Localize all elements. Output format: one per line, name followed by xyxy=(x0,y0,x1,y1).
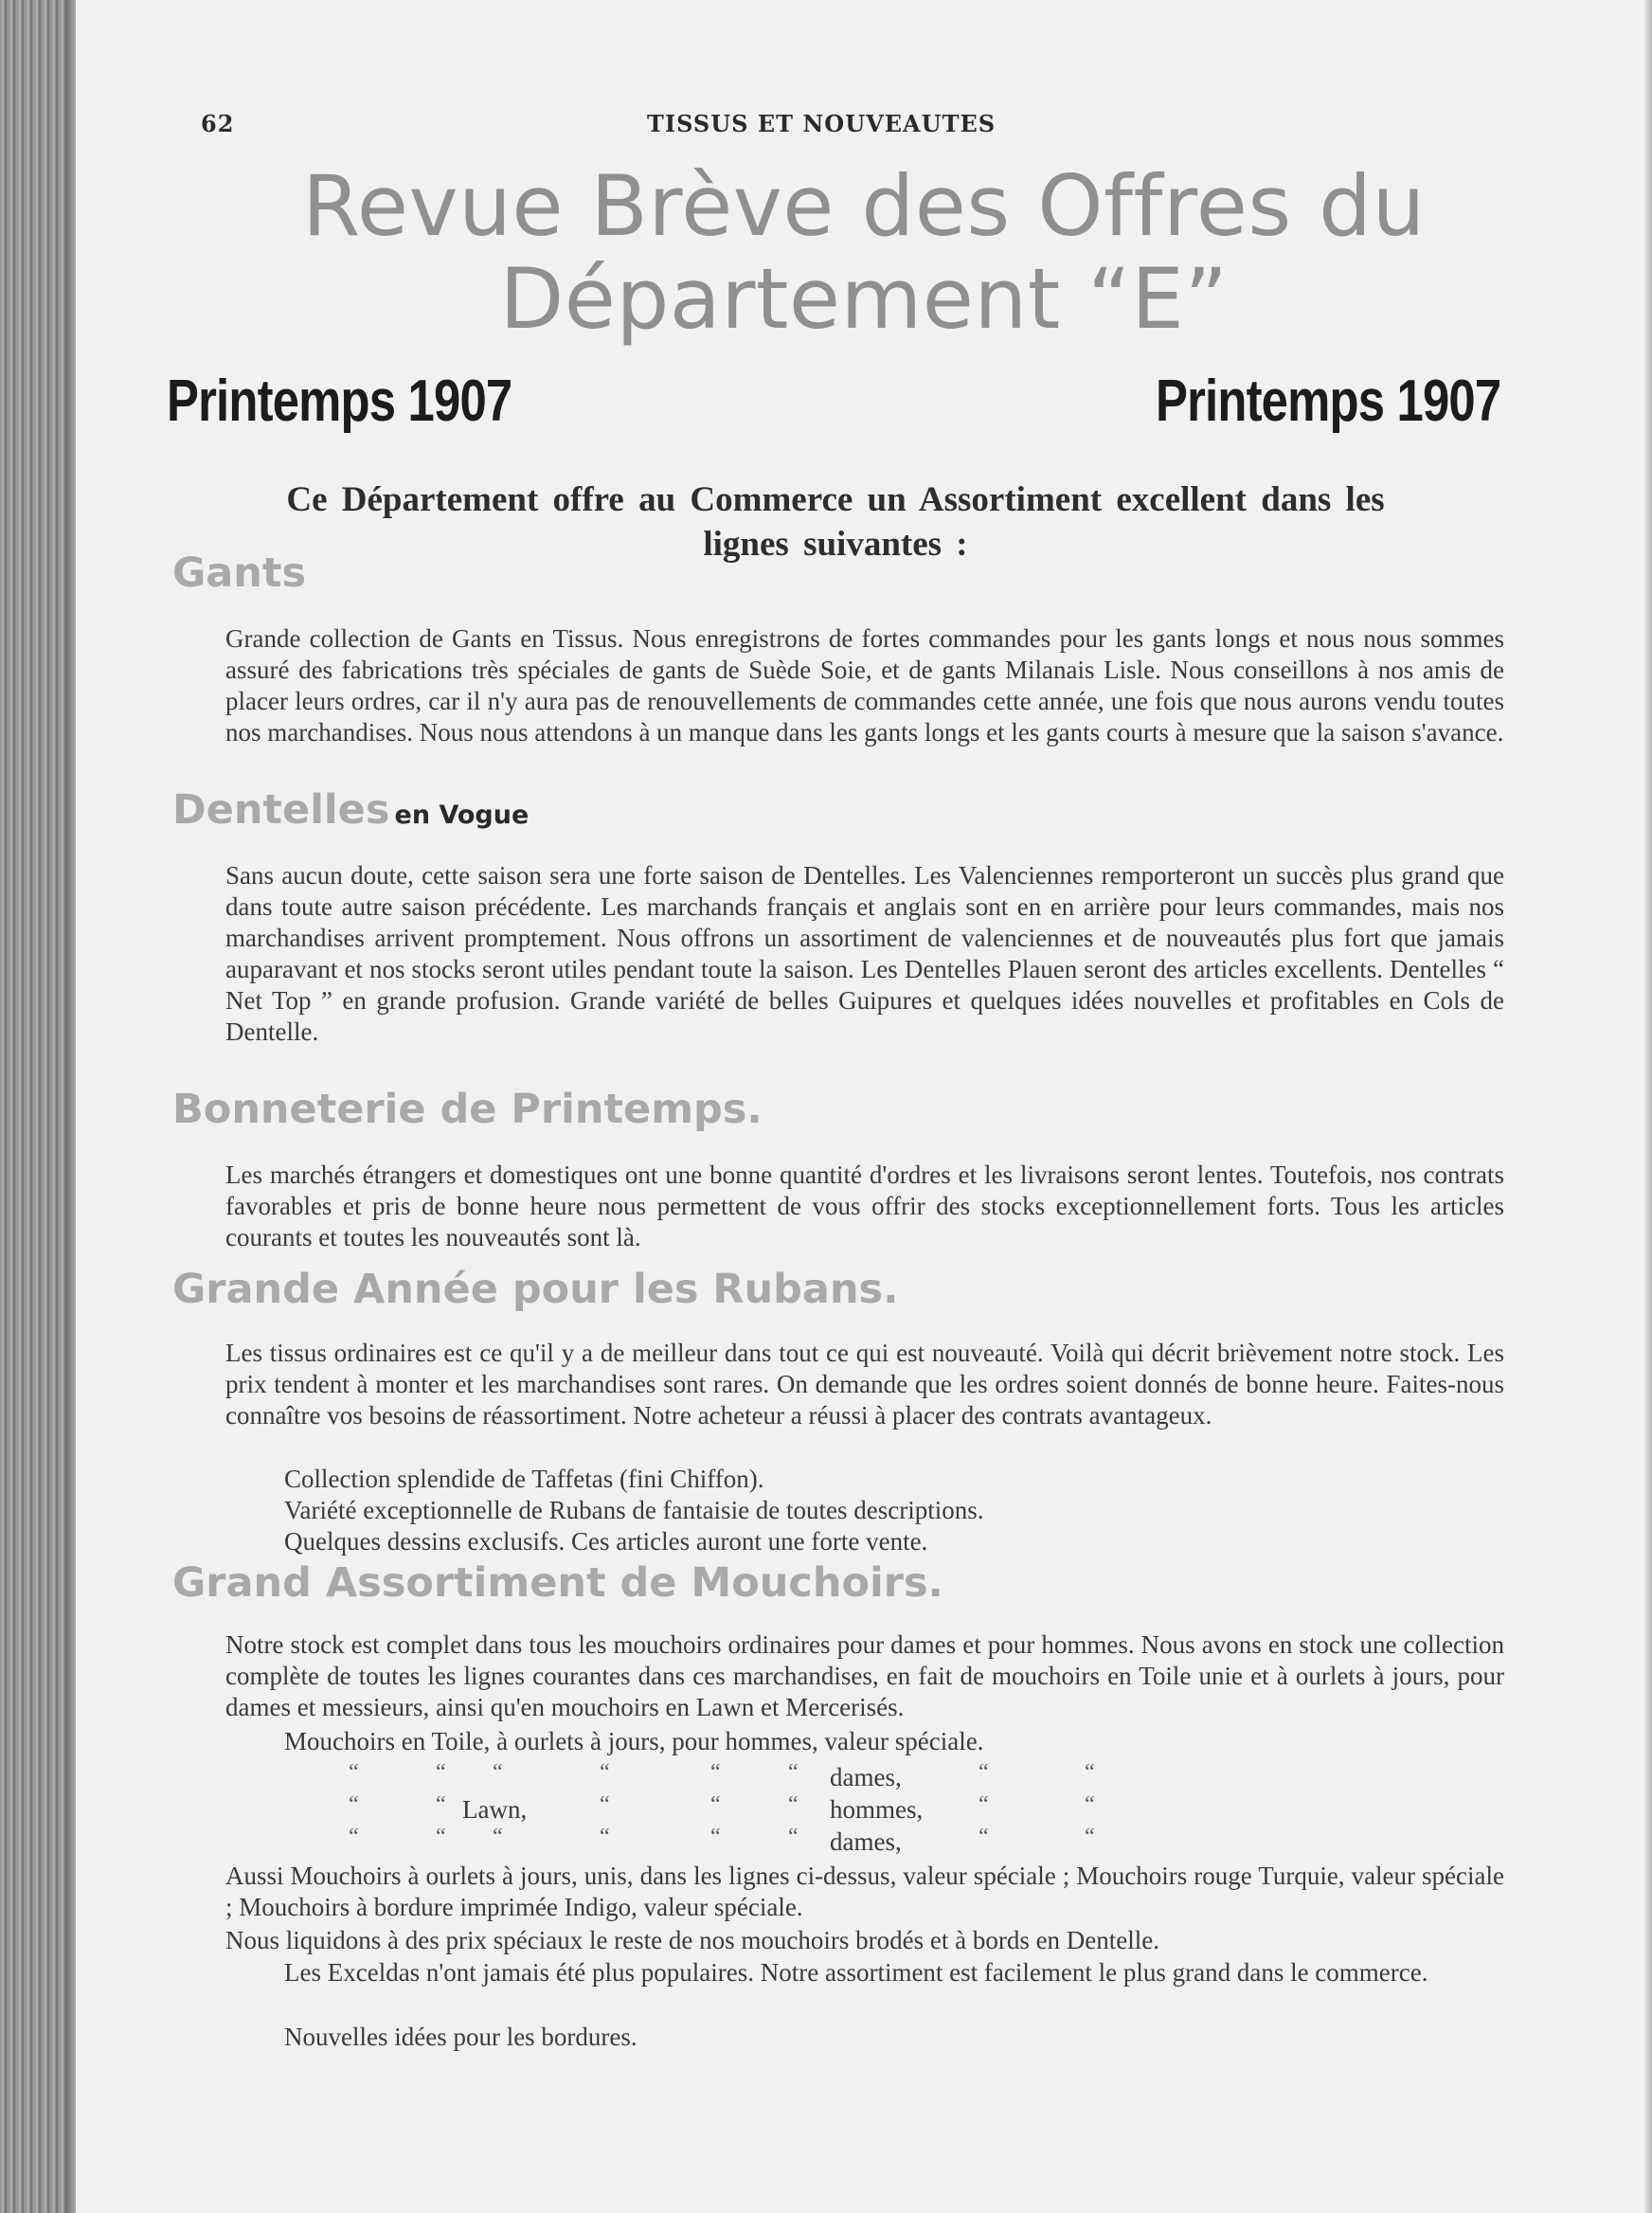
page-number: 62 xyxy=(201,110,235,137)
ditto-hommes: hommes, xyxy=(830,1795,924,1824)
ditto-mark: “ xyxy=(436,1760,446,1785)
ditto-mark: “ xyxy=(710,1792,721,1817)
ditto-mark: “ xyxy=(493,1825,503,1849)
season-left: Printemps 1907 xyxy=(167,369,512,434)
ditto-mark: “ xyxy=(600,1825,610,1849)
rubans-item-3: Quelques dessins exclusifs. Ces articles auront une forte vente. xyxy=(284,1527,928,1556)
ditto-lawn: Lawn, xyxy=(462,1795,528,1824)
paragraph-mouchoirs: Notre stock est complet dans tous les mouchoirs ordinaires pour dames et pour hommes. Nous avons en stock une collection complète de toutes les lignes courantes dans ces marchandises, en fait de mouchoirs en Toile unie et à ourlets à jours, pour dames et messieurs, ainsi qu'en mouchoirs en Lawn et Mercerisés. xyxy=(225,1630,1504,1721)
running-title: TISSUS ET NOUVEAUTES xyxy=(647,110,997,137)
ditto-mark: “ xyxy=(710,1825,721,1849)
ditto-mark: “ xyxy=(1085,1760,1095,1785)
paragraph-rubans: Les tissus ordinaires est ce qu'il y a de meilleur dans tout ce qui est nouveauté. Voilà qui décrit brièvement notre stock. Les prix tendent à monter et les marchandises sont rares. On demande que les ordres soient donnés de bonne heure. Faites-nous connaître vos besoins de réassortiment. Notre acheteur a réussi à placer des contrats avantageux. xyxy=(225,1339,1504,1430)
paragraph-mouchoirs-4: Les Exceldas n'ont jamais été plus populaires. Notre assortiment est facilement le plus grand dans le commerce. xyxy=(284,1958,1428,1987)
ditto-mark: “ xyxy=(436,1792,446,1817)
heading-gants: Gants xyxy=(172,549,307,597)
paragraph-dentelles: Sans aucun doute, cette saison sera une forte saison de Dentelles. Les Valenciennes remporteront un succès plus grand que dans toute autre saison précédente. Les marchands français et anglais sont en en arrière pour leurs commandes, mais nos marchandises arrivent promptement. Nous offrons un assortiment de valenciennes et de nouveautés plus fort que jamais auparavant et nos stocks seront utiles pendant toute la saison. Les Dentelles Plauen seront des articles excellents. Dentelles “ Net Top ” en grande profusion. Grande variété de belles Guipures et quelques idées nouvelles et profitables en Cols de Dentelle. xyxy=(225,861,1504,1046)
ditto-mark: “ xyxy=(979,1760,989,1785)
ditto-mark: “ xyxy=(710,1760,721,1785)
ditto-mark: “ xyxy=(493,1760,503,1785)
ditto-mark: “ xyxy=(600,1792,610,1817)
ditto-dames: dames, xyxy=(830,1827,902,1856)
intro-line1: Ce Département offre au Commerce un Assortiment excellent dans les xyxy=(286,480,1385,519)
mouchoirs-list-line1: Mouchoirs en Toile, à ourlets à jours, pour hommes, valeur spéciale. xyxy=(284,1727,984,1755)
ditto-mark: “ xyxy=(349,1825,359,1849)
ditto-mark: “ xyxy=(1085,1792,1095,1817)
paragraph-gants: Grande collection de Gants en Tissus. Nous enregistrons de fortes commandes pour les gants longs et nous nous sommes assuré des fabrications très spéciales de gants de Suède Soie, et de gants Milanais Lisle. Nous conseillons à nos amis de placer leurs ordres, car il n'y aura pas de renouvellements de commandes cette année, une fois que nous aurons vendu toutes nos marchandises. Nous nous attendons à un manque dans les gants longs et les gants courts à mesure que la saison s'avance. xyxy=(225,624,1504,747)
intro-line2: lignes suivantes : xyxy=(703,525,968,564)
heading-rubans: Grande Année pour les Rubans. xyxy=(172,1266,899,1313)
paragraph-mouchoirs-5: Nouvelles idées pour les bordures. xyxy=(284,2023,637,2051)
ditto-mark: “ xyxy=(979,1792,989,1817)
season-right: Printemps 1907 xyxy=(1155,369,1500,434)
paragraph-mouchoirs-3: Nous liquidons à des prix spéciaux le reste de nos mouchoirs brodés et à bords en Dentelle. xyxy=(225,1926,1160,1954)
ditto-mark: “ xyxy=(1085,1825,1095,1849)
rubans-item-2: Variété exceptionnelle de Rubans de fantaisie de toutes descriptions. xyxy=(284,1496,984,1524)
heading-dentelles xyxy=(172,786,529,834)
paragraph-mouchoirs-2: Aussi Mouchoirs à ourlets à jours, unis, dans les lignes ci-dessus, valeur spéciale ; Mouchoirs rouge Turquie, valeur spéciale ; Mouchoirs à bordure imprimée Indigo, valeur spéciale. xyxy=(225,1862,1504,1921)
ditto-mark: “ xyxy=(436,1825,446,1849)
ditto-mark: “ xyxy=(979,1825,989,1849)
rubans-item-1: Collection splendide de Taffetas (fini Chiffon). xyxy=(284,1465,764,1493)
paragraph-bonneterie: Les marchés étrangers et domestiques ont une bonne quantité d'ordres et les livraisons seront lentes. Toutefois, nos contrats favorables et pris de bonne heure nous permettent de vous offrir des stocks exceptionnellement forts. Tous les articles courants et toutes les nouveautés sont là. xyxy=(225,1160,1504,1251)
heading-bonneterie: Bonneterie de Printemps. xyxy=(172,1086,763,1133)
page-stack-edge xyxy=(0,0,74,2213)
ditto-mark: “ xyxy=(600,1760,610,1785)
ditto-mark: “ xyxy=(788,1792,799,1817)
heading-dentelles-main: Dentelles xyxy=(172,786,390,834)
page-title-line1: Revue Brève des Offres du xyxy=(302,157,1426,255)
ditto-mark: “ xyxy=(349,1760,359,1785)
heading-mouchoirs: Grand Assortiment de Mouchoirs. xyxy=(172,1559,943,1607)
heading-dentelles-suffix: en Vogue xyxy=(394,801,530,830)
ditto-dames: dames, xyxy=(830,1763,902,1791)
ditto-mark: “ xyxy=(349,1792,359,1817)
ditto-mark: “ xyxy=(788,1825,799,1849)
ditto-mark: “ xyxy=(788,1760,799,1785)
page-title-line2: Département “E” xyxy=(499,250,1229,348)
